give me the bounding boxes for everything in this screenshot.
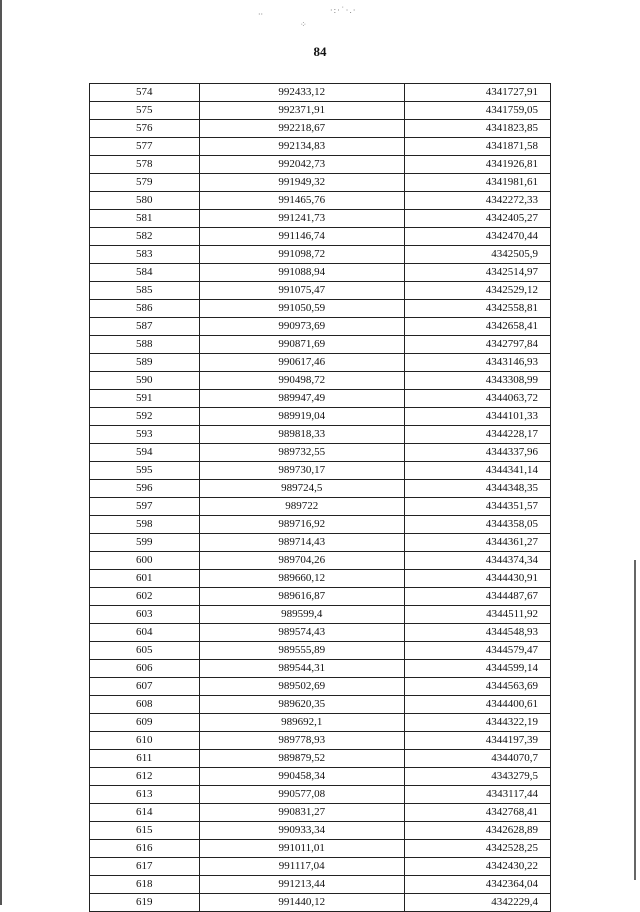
table-row bbox=[90, 318, 551, 336]
x-coordinate-cell: 989544,31 bbox=[199, 660, 404, 678]
y-coordinate-cell: 4344351,57 bbox=[404, 498, 550, 516]
x-coordinate-cell: 991465,76 bbox=[199, 192, 404, 210]
x-coordinate-cell: 991949,32 bbox=[199, 174, 404, 192]
point-number-cell: 610 bbox=[90, 732, 200, 750]
table-row bbox=[90, 192, 551, 210]
table-row bbox=[90, 282, 551, 300]
x-coordinate-cell: 989732,55 bbox=[199, 444, 404, 462]
point-number-cell: 581 bbox=[90, 210, 200, 228]
point-number-cell: 615 bbox=[90, 822, 200, 840]
point-number-cell: 591 bbox=[90, 390, 200, 408]
table-row bbox=[90, 876, 551, 894]
coordinates-table-body bbox=[90, 84, 551, 912]
x-coordinate-cell: 989879,52 bbox=[199, 750, 404, 768]
y-coordinate-cell: 4344487,67 bbox=[404, 588, 550, 606]
x-coordinate-cell: 990831,27 bbox=[199, 804, 404, 822]
x-coordinate-cell: 989722 bbox=[199, 498, 404, 516]
y-coordinate-cell: 4342505,9 bbox=[404, 246, 550, 264]
table-row bbox=[90, 84, 551, 102]
point-number-cell: 597 bbox=[90, 498, 200, 516]
table-row bbox=[90, 714, 551, 732]
table-row bbox=[90, 840, 551, 858]
table-row bbox=[90, 660, 551, 678]
table-row bbox=[90, 390, 551, 408]
point-number-cell: 608 bbox=[90, 696, 200, 714]
x-coordinate-cell: 992218,67 bbox=[199, 120, 404, 138]
table-row bbox=[90, 516, 551, 534]
y-coordinate-cell: 4344070,7 bbox=[404, 750, 550, 768]
table-row bbox=[90, 768, 551, 786]
x-coordinate-cell: 989714,43 bbox=[199, 534, 404, 552]
page-number: 84 bbox=[313, 44, 327, 59]
table-row bbox=[90, 336, 551, 354]
x-coordinate-cell: 989730,17 bbox=[199, 462, 404, 480]
point-number-cell: 586 bbox=[90, 300, 200, 318]
x-coordinate-cell: 990933,34 bbox=[199, 822, 404, 840]
point-number-cell: 602 bbox=[90, 588, 200, 606]
x-coordinate-cell: 991146,74 bbox=[199, 228, 404, 246]
y-coordinate-cell: 4344348,35 bbox=[404, 480, 550, 498]
table-row bbox=[90, 498, 551, 516]
x-coordinate-cell: 989724,5 bbox=[199, 480, 404, 498]
x-coordinate-cell: 992371,91 bbox=[199, 102, 404, 120]
x-coordinate-cell: 990973,69 bbox=[199, 318, 404, 336]
point-number-cell: 592 bbox=[90, 408, 200, 426]
y-coordinate-cell: 4344101,33 bbox=[404, 408, 550, 426]
y-coordinate-cell: 4342272,33 bbox=[404, 192, 550, 210]
y-coordinate-cell: 4344358,05 bbox=[404, 516, 550, 534]
table-row bbox=[90, 120, 551, 138]
y-coordinate-cell: 4344563,69 bbox=[404, 678, 550, 696]
y-coordinate-cell: 4343279,5 bbox=[404, 768, 550, 786]
x-coordinate-cell: 989947,49 bbox=[199, 390, 404, 408]
y-coordinate-cell: 4344322,19 bbox=[404, 714, 550, 732]
point-number-cell: 585 bbox=[90, 282, 200, 300]
x-coordinate-cell: 991098,72 bbox=[199, 246, 404, 264]
y-coordinate-cell: 4342558,81 bbox=[404, 300, 550, 318]
y-coordinate-cell: 4342658,41 bbox=[404, 318, 550, 336]
point-number-cell: 616 bbox=[90, 840, 200, 858]
table-row bbox=[90, 678, 551, 696]
y-coordinate-cell: 4342405,27 bbox=[404, 210, 550, 228]
table-row bbox=[90, 606, 551, 624]
point-number-cell: 590 bbox=[90, 372, 200, 390]
table-row bbox=[90, 858, 551, 876]
point-number-cell: 578 bbox=[90, 156, 200, 174]
x-coordinate-cell: 989502,69 bbox=[199, 678, 404, 696]
y-coordinate-cell: 4342430,22 bbox=[404, 858, 550, 876]
x-coordinate-cell: 991011,01 bbox=[199, 840, 404, 858]
point-number-cell: 582 bbox=[90, 228, 200, 246]
y-coordinate-cell: 4344400,61 bbox=[404, 696, 550, 714]
y-coordinate-cell: 4344548,93 bbox=[404, 624, 550, 642]
x-coordinate-cell: 992042,73 bbox=[199, 156, 404, 174]
x-coordinate-cell: 989818,33 bbox=[199, 426, 404, 444]
point-number-cell: 598 bbox=[90, 516, 200, 534]
point-number-cell: 604 bbox=[90, 624, 200, 642]
point-number-cell: 583 bbox=[90, 246, 200, 264]
y-coordinate-cell: 4342529,12 bbox=[404, 282, 550, 300]
y-coordinate-cell: 4344337,96 bbox=[404, 444, 550, 462]
point-number-cell: 611 bbox=[90, 750, 200, 768]
point-number-cell: 584 bbox=[90, 264, 200, 282]
x-coordinate-cell: 991117,04 bbox=[199, 858, 404, 876]
x-coordinate-cell: 990871,69 bbox=[199, 336, 404, 354]
x-coordinate-cell: 989620,35 bbox=[199, 696, 404, 714]
y-coordinate-cell: 4344374,34 bbox=[404, 552, 550, 570]
table-row bbox=[90, 696, 551, 714]
x-coordinate-cell: 989778,93 bbox=[199, 732, 404, 750]
y-coordinate-cell: 4344511,92 bbox=[404, 606, 550, 624]
y-coordinate-cell: 4342514,97 bbox=[404, 264, 550, 282]
point-number-cell: 613 bbox=[90, 786, 200, 804]
point-number-cell: 605 bbox=[90, 642, 200, 660]
point-number-cell: 576 bbox=[90, 120, 200, 138]
x-coordinate-cell: 989919,04 bbox=[199, 408, 404, 426]
y-coordinate-cell: 4342470,44 bbox=[404, 228, 550, 246]
y-coordinate-cell: 4342229,4 bbox=[404, 894, 550, 912]
table-row bbox=[90, 462, 551, 480]
x-coordinate-cell: 991075,47 bbox=[199, 282, 404, 300]
point-number-cell: 600 bbox=[90, 552, 200, 570]
point-number-cell: 596 bbox=[90, 480, 200, 498]
x-coordinate-cell: 989692,1 bbox=[199, 714, 404, 732]
table-row bbox=[90, 426, 551, 444]
table-row bbox=[90, 138, 551, 156]
x-coordinate-cell: 989555,89 bbox=[199, 642, 404, 660]
point-number-cell: 588 bbox=[90, 336, 200, 354]
y-coordinate-cell: 4343117,44 bbox=[404, 786, 550, 804]
table-row bbox=[90, 372, 551, 390]
point-number-cell: 579 bbox=[90, 174, 200, 192]
table-row bbox=[90, 894, 551, 912]
y-coordinate-cell: 4341871,58 bbox=[404, 138, 550, 156]
point-number-cell: 575 bbox=[90, 102, 200, 120]
y-coordinate-cell: 4344063,72 bbox=[404, 390, 550, 408]
table-row bbox=[90, 642, 551, 660]
x-coordinate-cell: 990577,08 bbox=[199, 786, 404, 804]
table-row bbox=[90, 732, 551, 750]
table-row bbox=[90, 444, 551, 462]
scan-speck: ·:·˙·.· bbox=[330, 6, 357, 15]
table-row bbox=[90, 822, 551, 840]
y-coordinate-cell: 4341727,91 bbox=[404, 84, 550, 102]
y-coordinate-cell: 4341926,81 bbox=[404, 156, 550, 174]
point-number-cell: 593 bbox=[90, 426, 200, 444]
table-row bbox=[90, 786, 551, 804]
scan-edge-line bbox=[634, 560, 636, 880]
point-number-cell: 606 bbox=[90, 660, 200, 678]
x-coordinate-cell: 991213,44 bbox=[199, 876, 404, 894]
point-number-cell: 587 bbox=[90, 318, 200, 336]
table-row bbox=[90, 588, 551, 606]
scan-edge-line bbox=[0, 0, 2, 905]
table-row bbox=[90, 300, 551, 318]
x-coordinate-cell: 989599,4 bbox=[199, 606, 404, 624]
table-row bbox=[90, 156, 551, 174]
x-coordinate-cell: 992433,12 bbox=[199, 84, 404, 102]
x-coordinate-cell: 990498,72 bbox=[199, 372, 404, 390]
table-row bbox=[90, 102, 551, 120]
y-coordinate-cell: 4344599,14 bbox=[404, 660, 550, 678]
x-coordinate-cell: 989574,43 bbox=[199, 624, 404, 642]
y-coordinate-cell: 4344361,27 bbox=[404, 534, 550, 552]
y-coordinate-cell: 4342528,25 bbox=[404, 840, 550, 858]
x-coordinate-cell: 991050,59 bbox=[199, 300, 404, 318]
y-coordinate-cell: 4344228,17 bbox=[404, 426, 550, 444]
point-number-cell: 614 bbox=[90, 804, 200, 822]
point-number-cell: 594 bbox=[90, 444, 200, 462]
y-coordinate-cell: 4344430,91 bbox=[404, 570, 550, 588]
table-row bbox=[90, 354, 551, 372]
y-coordinate-cell: 4341823,85 bbox=[404, 120, 550, 138]
x-coordinate-cell: 991440,12 bbox=[199, 894, 404, 912]
table-row bbox=[90, 624, 551, 642]
x-coordinate-cell: 991088,94 bbox=[199, 264, 404, 282]
point-number-cell: 601 bbox=[90, 570, 200, 588]
y-coordinate-cell: 4342768,41 bbox=[404, 804, 550, 822]
y-coordinate-cell: 4343308,99 bbox=[404, 372, 550, 390]
scan-speck: ⁘ bbox=[300, 20, 307, 29]
table-row bbox=[90, 408, 551, 426]
point-number-cell: 618 bbox=[90, 876, 200, 894]
table-row bbox=[90, 480, 551, 498]
y-coordinate-cell: 4344579,47 bbox=[404, 642, 550, 660]
y-coordinate-cell: 4344197,39 bbox=[404, 732, 550, 750]
table-row bbox=[90, 210, 551, 228]
y-coordinate-cell: 4342628,89 bbox=[404, 822, 550, 840]
y-coordinate-cell: 4343146,93 bbox=[404, 354, 550, 372]
point-number-cell: 603 bbox=[90, 606, 200, 624]
y-coordinate-cell: 4342364,04 bbox=[404, 876, 550, 894]
table-row bbox=[90, 246, 551, 264]
point-number-cell: 577 bbox=[90, 138, 200, 156]
x-coordinate-cell: 989616,87 bbox=[199, 588, 404, 606]
point-number-cell: 609 bbox=[90, 714, 200, 732]
y-coordinate-cell: 4341981,61 bbox=[404, 174, 550, 192]
coordinates-table bbox=[89, 83, 551, 912]
table-row bbox=[90, 228, 551, 246]
x-coordinate-cell: 992134,83 bbox=[199, 138, 404, 156]
table-row bbox=[90, 804, 551, 822]
point-number-cell: 599 bbox=[90, 534, 200, 552]
x-coordinate-cell: 989716,92 bbox=[199, 516, 404, 534]
y-coordinate-cell: 4341759,05 bbox=[404, 102, 550, 120]
table-row bbox=[90, 264, 551, 282]
point-number-cell: 580 bbox=[90, 192, 200, 210]
point-number-cell: 607 bbox=[90, 678, 200, 696]
point-number-cell: 595 bbox=[90, 462, 200, 480]
table-row bbox=[90, 570, 551, 588]
table-row bbox=[90, 750, 551, 768]
point-number-cell: 619 bbox=[90, 894, 200, 912]
x-coordinate-cell: 990458,34 bbox=[199, 768, 404, 786]
x-coordinate-cell: 989660,12 bbox=[199, 570, 404, 588]
table-row bbox=[90, 174, 551, 192]
table-row bbox=[90, 552, 551, 570]
table-row bbox=[90, 534, 551, 552]
y-coordinate-cell: 4342797,84 bbox=[404, 336, 550, 354]
point-number-cell: 589 bbox=[90, 354, 200, 372]
scan-speck: ·· bbox=[258, 10, 264, 19]
x-coordinate-cell: 989704,26 bbox=[199, 552, 404, 570]
point-number-cell: 574 bbox=[90, 84, 200, 102]
y-coordinate-cell: 4344341,14 bbox=[404, 462, 550, 480]
point-number-cell: 612 bbox=[90, 768, 200, 786]
x-coordinate-cell: 990617,46 bbox=[199, 354, 404, 372]
point-number-cell: 617 bbox=[90, 858, 200, 876]
x-coordinate-cell: 991241,73 bbox=[199, 210, 404, 228]
